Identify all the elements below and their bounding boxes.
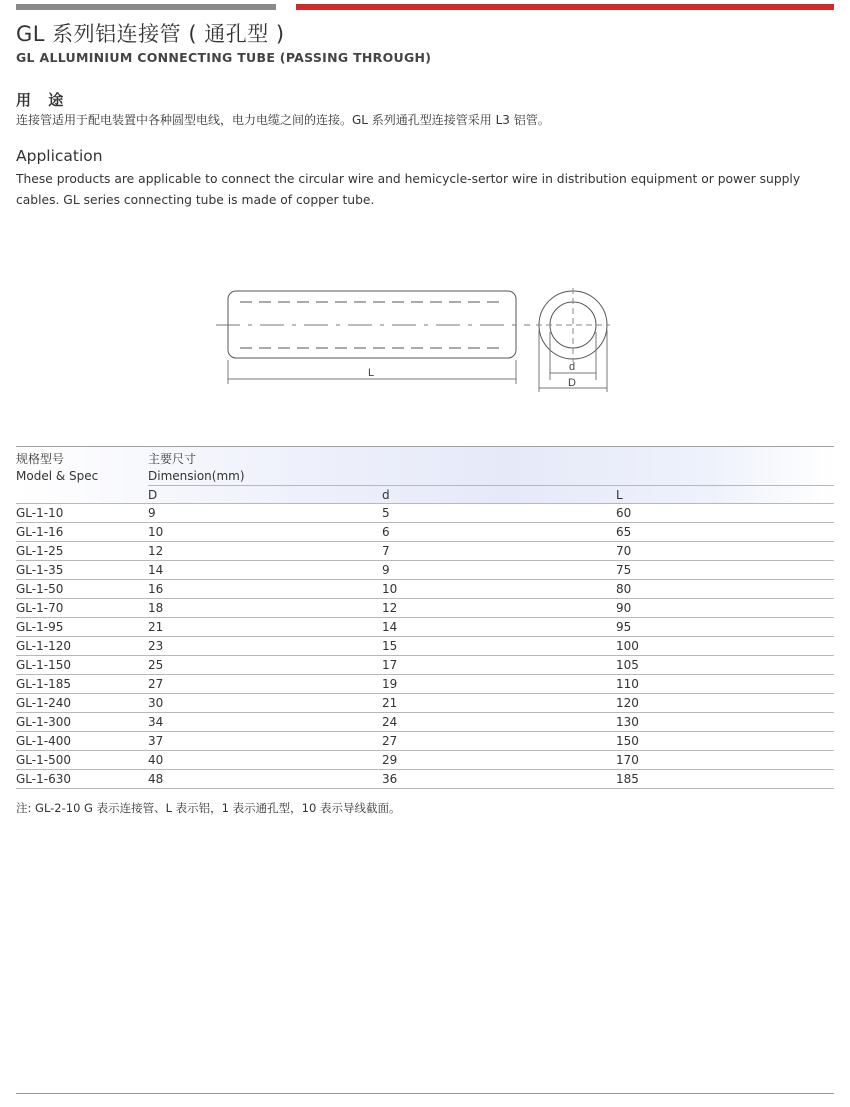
table-row xyxy=(16,751,834,770)
dim-d-label: d xyxy=(569,361,576,373)
tube-drawing xyxy=(200,260,640,400)
cell-D: 37 xyxy=(148,732,382,751)
cell-L: 75 xyxy=(616,561,834,580)
cell-d: 15 xyxy=(382,637,616,656)
cell-model: GL-1-70 xyxy=(16,599,148,618)
cell-D: 34 xyxy=(148,713,382,732)
cell-model: GL-1-95 xyxy=(16,618,148,637)
cell-model: GL-1-630 xyxy=(16,770,148,789)
col-d: d xyxy=(382,486,616,504)
cell-D: 48 xyxy=(148,770,382,789)
table-row xyxy=(16,694,834,713)
cell-L: 105 xyxy=(616,656,834,675)
cell-model: GL-1-50 xyxy=(16,580,148,599)
cell-D: 12 xyxy=(148,542,382,561)
spec-table-body xyxy=(16,504,834,789)
cell-L: 170 xyxy=(616,751,834,770)
header-red-bar xyxy=(296,4,834,10)
cell-D: 21 xyxy=(148,618,382,637)
header-row-sub xyxy=(16,486,834,504)
cell-D: 25 xyxy=(148,656,382,675)
cell-L: 60 xyxy=(616,504,834,523)
cell-model: GL-1-35 xyxy=(16,561,148,580)
cell-model: GL-1-16 xyxy=(16,523,148,542)
cell-model: GL-1-10 xyxy=(16,504,148,523)
cell-model: GL-1-300 xyxy=(16,713,148,732)
table-row xyxy=(16,770,834,789)
cell-L: 130 xyxy=(616,713,834,732)
table-row xyxy=(16,523,834,542)
cell-model: GL-1-400 xyxy=(16,732,148,751)
cell-D: 16 xyxy=(148,580,382,599)
page-title-en: GL ALLUMINIUM CONNECTING TUBE (PASSING THROUGH) xyxy=(16,50,432,65)
cell-D: 14 xyxy=(148,561,382,580)
table-row xyxy=(16,637,834,656)
spec-table-wrap xyxy=(16,446,834,789)
col-dimension-cn: 主要尺寸 xyxy=(148,447,834,468)
cell-d: 19 xyxy=(382,675,616,694)
usage-heading: 用 途 xyxy=(16,91,70,109)
cell-D: 10 xyxy=(148,523,382,542)
cell-d: 17 xyxy=(382,656,616,675)
page-title-cn: GL 系列铝连接管 ( 通孔型 ) xyxy=(16,22,285,46)
col-model-cn: 规格型号 xyxy=(16,447,148,468)
cell-L: 65 xyxy=(616,523,834,542)
cell-D: 9 xyxy=(148,504,382,523)
footnote: 注: GL-2-10 G 表示连接管、L 表示铝，1 表示通孔型，10 表示导线截面。 xyxy=(16,801,401,815)
cell-D: 23 xyxy=(148,637,382,656)
cell-model: GL-1-120 xyxy=(16,637,148,656)
header-row-cn xyxy=(16,447,834,468)
col-L: L xyxy=(616,486,834,504)
cell-model: GL-1-240 xyxy=(16,694,148,713)
spec-table xyxy=(16,446,834,789)
cell-d: 7 xyxy=(382,542,616,561)
cell-L: 70 xyxy=(616,542,834,561)
cell-D: 40 xyxy=(148,751,382,770)
application-text: These products are applicable to connect the circular wire and hemicycle-sertor wire in distribution equipment or power supply cables. GL series connecting tube is made of copper tube. xyxy=(16,172,801,207)
cell-d: 27 xyxy=(382,732,616,751)
cell-model: GL-1-150 xyxy=(16,656,148,675)
cell-model: GL-1-25 xyxy=(16,542,148,561)
table-row xyxy=(16,656,834,675)
table-row xyxy=(16,599,834,618)
cell-D: 18 xyxy=(148,599,382,618)
cell-L: 150 xyxy=(616,732,834,751)
cell-D: 30 xyxy=(148,694,382,713)
spec-table-header xyxy=(16,447,834,504)
cell-d: 5 xyxy=(382,504,616,523)
col-model-blank xyxy=(16,486,148,504)
header-row-en xyxy=(16,467,834,486)
col-dimension-en: Dimension(mm) xyxy=(148,469,245,483)
cell-D: 27 xyxy=(148,675,382,694)
usage-text: 连接管适用于配电装置中各种圆型电线，电力电缆之间的连接。GL 系列通孔型连接管采用 L3 铝管。 xyxy=(16,113,550,127)
footer-rule xyxy=(16,1093,834,1094)
table-row xyxy=(16,542,834,561)
table-row xyxy=(16,580,834,599)
dim-D-label: D xyxy=(568,377,576,389)
cell-model: GL-1-500 xyxy=(16,751,148,770)
header-grey-bar xyxy=(16,4,276,10)
col-model-en: Model & Spec xyxy=(16,469,99,484)
cell-d: 29 xyxy=(382,751,616,770)
cell-L: 100 xyxy=(616,637,834,656)
cell-d: 9 xyxy=(382,561,616,580)
cell-d: 21 xyxy=(382,694,616,713)
cell-L: 90 xyxy=(616,599,834,618)
cell-d: 14 xyxy=(382,618,616,637)
cell-L: 120 xyxy=(616,694,834,713)
cell-d: 6 xyxy=(382,523,616,542)
table-row xyxy=(16,732,834,751)
table-row xyxy=(16,618,834,637)
cell-d: 24 xyxy=(382,713,616,732)
cell-L: 185 xyxy=(616,770,834,789)
dim-L-label: L xyxy=(368,367,375,379)
cell-L: 80 xyxy=(616,580,834,599)
cell-d: 12 xyxy=(382,599,616,618)
table-row xyxy=(16,561,834,580)
application-heading: Application xyxy=(16,147,103,165)
table-row xyxy=(16,675,834,694)
cell-L: 110 xyxy=(616,675,834,694)
table-row xyxy=(16,504,834,523)
cell-d: 10 xyxy=(382,580,616,599)
cell-L: 95 xyxy=(616,618,834,637)
cell-d: 36 xyxy=(382,770,616,789)
table-row xyxy=(16,713,834,732)
col-D: D xyxy=(148,486,382,504)
cell-model: GL-1-185 xyxy=(16,675,148,694)
